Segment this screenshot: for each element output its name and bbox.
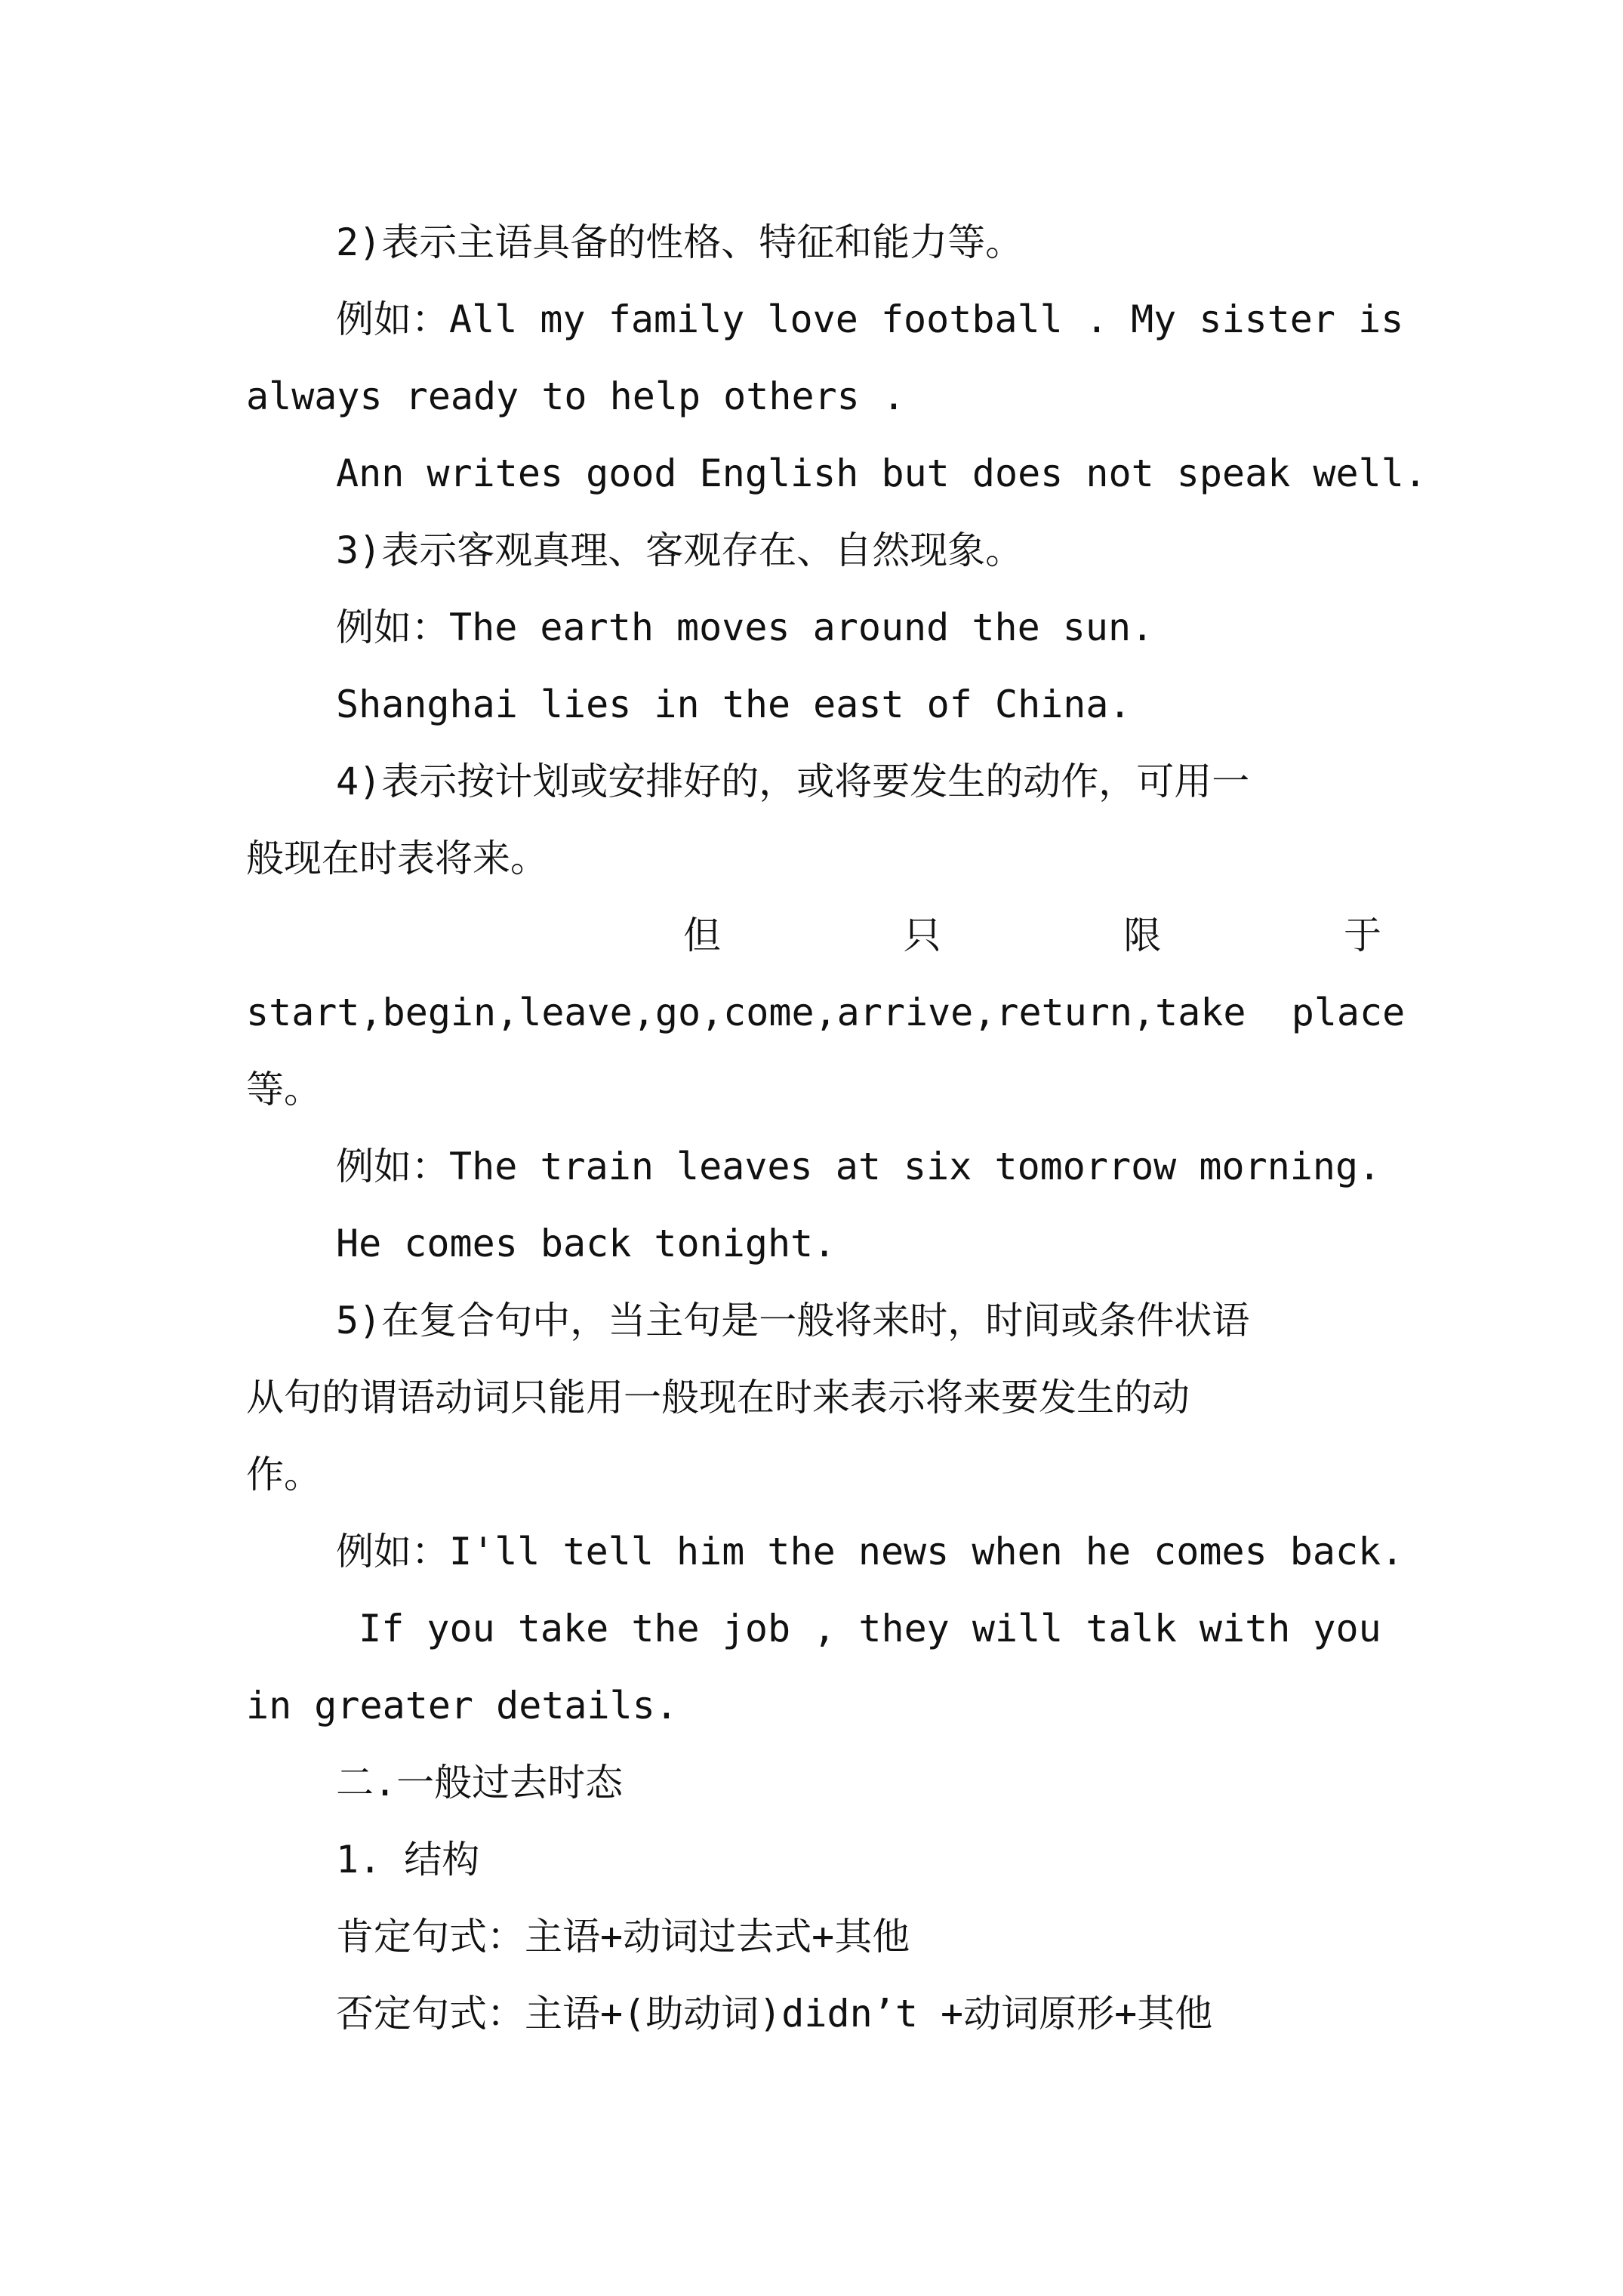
text-word: 但 (683, 914, 721, 957)
text-line: 般现在时表将来。 (246, 837, 548, 880)
text-line: 从句的谓语动词只能用一般现在时来表示将来要发生的动 (246, 1376, 1190, 1419)
section-heading: 二.一般过去时态 (336, 1761, 624, 1804)
text-line: If you take the job , they will talk with you (336, 1607, 1381, 1650)
text-line: 4)表示按计划或安排好的，或将要发生的动作，可用一 (336, 760, 1250, 803)
text-line: 2)表示主语具备的性格、特征和能力等。 (336, 220, 1024, 264)
text-line: always ready to help others . (246, 374, 905, 418)
text-line: Ann writes good English but does not speak well. (336, 451, 1427, 495)
text-line: 否定句式：主语+(助动词)didn’t +动词原形+其他 (336, 1992, 1213, 2036)
text-line: 例如：The train leaves at six tomorrow morning. (336, 1145, 1381, 1188)
text-line: 作。 (246, 1453, 322, 1496)
text-line: He comes back tonight. (336, 1222, 836, 1265)
justified-line (683, 897, 1381, 974)
text-line: 例如：All my family love football . My sister is (336, 297, 1404, 341)
text-line: 例如：The earth moves around the sun. (336, 606, 1154, 649)
text-word: 于 (1343, 914, 1381, 957)
text-word: 限 (1123, 914, 1162, 957)
text-line: in greater details. (246, 1684, 678, 1727)
subsection-heading: 1. 结构 (336, 1838, 480, 1881)
text-word: 只 (903, 914, 941, 957)
text-line: 等。 (246, 1068, 322, 1111)
text-line: 5)在复合句中，当主句是一般将来时，时间或条件状语 (336, 1299, 1250, 1342)
text-line: 3)表示客观真理、客观存在、自然现象。 (336, 529, 1024, 572)
text-line: start,begin,leave,go,come,arrive,return,take place (246, 991, 1406, 1034)
text-line: Shanghai lies in the east of China. (336, 683, 1132, 726)
text-line: 例如：I'll tell him the news when he comes back. (336, 1530, 1404, 1573)
text-line: 肯定句式：主语+动词过去式+其他 (336, 1915, 910, 1959)
